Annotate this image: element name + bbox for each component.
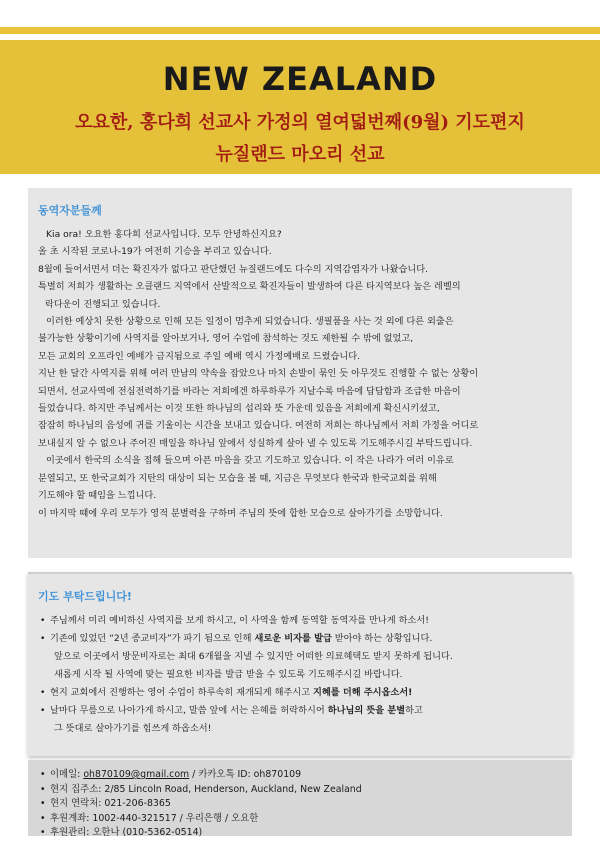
prayer-heading: 기도 부탁드립니다! bbox=[38, 590, 132, 603]
letter-line: 잠잠히 하나님의 음성에 귀를 기울이는 시간을 보내고 있습니다. 여전히 저희는 하나님께서 저희 가정을 어디로 bbox=[38, 420, 479, 432]
letter-line: 이러한 예상치 못한 상황으로 인해 모든 일정이 멈추게 되었습니다. 생필품을 사는 것 외에 다른 외출은 bbox=[46, 316, 454, 328]
prayer-request-section bbox=[28, 572, 572, 756]
prayer-item bbox=[38, 612, 562, 630]
letter-paragraph bbox=[38, 243, 562, 260]
bullet-icon: • bbox=[40, 798, 46, 810]
letter-line: 되면서, 선교사역에 전심전력하기를 바라는 저희에겐 하루하루가 지날수록 마음에 답답함과 조급한 마음이 bbox=[38, 385, 461, 397]
prayer-text: 앞으로 이곳에서 방문비자로는 최대 6개월을 지낼 수 있지만 어떠한 의료혜택도 받지 못하게 됩니다. bbox=[54, 651, 453, 662]
prayer-text: 그 뜻대로 살아가기를 힘쓰게 하옵소서! bbox=[54, 723, 212, 734]
bullet-icon: • bbox=[40, 783, 46, 795]
prayer-line bbox=[50, 612, 562, 630]
contact-list bbox=[38, 768, 562, 841]
letter-line: 불가능한 상황이기에 사역지를 알아보거나, 영어 수업에 참석하는 것도 제한될 수 밖에 없었고, bbox=[38, 333, 414, 345]
letter-paragraph bbox=[38, 452, 562, 504]
letter-section bbox=[28, 188, 572, 558]
letter-paragraph bbox=[38, 278, 562, 313]
letter-line: 기도해야 할 때임을 느낍니다. bbox=[38, 490, 157, 502]
bullet-icon: • bbox=[40, 687, 46, 698]
letter-paragraph bbox=[38, 505, 562, 522]
prayer-line bbox=[50, 702, 562, 720]
email-label: 이메일: bbox=[50, 769, 84, 780]
prayer-item bbox=[38, 684, 562, 702]
top-accent-stripe bbox=[0, 27, 600, 34]
prayer-list bbox=[38, 612, 562, 738]
prayer-emphasis: 지혜를 더해 주시옵소서! bbox=[313, 687, 413, 698]
letter-paragraph bbox=[38, 313, 562, 365]
letter-line: 분열되고, 또 한국교회가 지탄의 대상이 되는 모습을 볼 때, 지금은 무엇보다 한국과 한국교회를 위해 bbox=[38, 472, 437, 484]
letter-line: 모든 교회의 오프라인 예배가 금지됨으로 주일 예배 역시 가정예배로 드렸습니다. bbox=[38, 350, 361, 362]
letter-paragraph bbox=[38, 261, 562, 278]
letter-line: 8월에 들어서면서 더는 확진자가 없다고 판단했던 뉴질랜드에도 다수의 지역감염자가 나왔습니다. bbox=[38, 263, 429, 275]
page-title: NEW ZEALAND bbox=[162, 60, 438, 98]
address-text: 현지 집주소: 2/85 Lincoln Road, Henderson, Auckland, New Zealand bbox=[50, 783, 362, 795]
bullet-icon: • bbox=[40, 633, 46, 644]
letter-paragraph bbox=[38, 226, 562, 243]
prayer-line bbox=[50, 648, 562, 666]
letter-body bbox=[38, 226, 562, 522]
letter-line: Kia ora! 오요한 홍다희 선교사입니다. 모두 안녕하신지요? bbox=[46, 229, 282, 240]
contact-address-item bbox=[38, 783, 562, 798]
prayer-line bbox=[50, 630, 562, 648]
prayer-text: 받아야 하는 상황입니다. bbox=[331, 633, 433, 644]
letter-line: 이 마지막 때에 우리 모두가 영적 분별력을 구하며 주님의 뜻에 합한 모습으로 살아가기를 소망합니다. bbox=[38, 507, 443, 519]
prayer-emphasis: 새로운 비자를 발급 bbox=[254, 633, 332, 644]
bullet-icon: • bbox=[40, 769, 46, 780]
prayer-text: 날마다 무릎으로 나아가게 하시고, 말씀 앞에 서는 은혜를 허락하시어 bbox=[50, 705, 328, 716]
prayer-emphasis: 하나님의 뜻을 분별 bbox=[327, 705, 406, 716]
manager-text: 후원관리: 오한나 (010-5362-0514) bbox=[50, 827, 203, 839]
prayer-line bbox=[50, 684, 562, 702]
prayer-text: 현지 교회에서 진행하는 영어 수업이 하루속히 재개되게 해주시고 bbox=[50, 687, 313, 698]
letter-line: 지난 한 달간 사역지를 위해 여러 만남의 약속을 잡았으나 마치 손발이 묶인 듯 아무것도 진행할 수 없는 상황이 bbox=[38, 368, 479, 380]
prayer-text: 새롭게 시작 될 사역에 맞는 필요한 비자를 발급 받을 수 있도록 기도해주시길 바랍니다. bbox=[54, 669, 403, 680]
letter-line: 보내실지 알 수 없으나 주어진 매일을 하나님 앞에서 성실하게 살아 낼 수 있도록 기도해주시길 부탁드립니다. bbox=[38, 437, 473, 449]
mission-subtitle: 뉴질랜드 마오리 선교 bbox=[215, 144, 385, 165]
phone-text: 현지 연락처: 021-206-8365 bbox=[50, 798, 171, 810]
letter-line: 이곳에서 한국의 소식을 접해 들으며 아픈 마음을 갖고 기도하고 있습니다. 이 작은 나라가 여러 이유로 bbox=[46, 455, 454, 467]
prayer-text: 하고 bbox=[405, 705, 423, 716]
bullet-icon: • bbox=[40, 705, 46, 716]
contact-section bbox=[28, 760, 572, 839]
letter-line: 올 초 시작된 코로나-19가 여전히 기승을 부리고 있습니다. bbox=[38, 246, 272, 258]
contact-email-item bbox=[38, 768, 562, 783]
prayer-text: 주님께서 미리 예비하신 사역지를 보게 하시고, 이 사역을 함께 동역할 동역자를 만나게 하소서! bbox=[50, 615, 429, 626]
contact-account-item bbox=[38, 812, 562, 827]
prayer-item bbox=[38, 630, 562, 684]
prayer-item bbox=[38, 702, 562, 738]
contact-manager-item bbox=[38, 826, 562, 841]
letter-subtitle: 오요한, 홍다희 선교사 가정의 열여덟번째(9월) 기도편지 bbox=[75, 112, 525, 133]
bullet-icon: • bbox=[40, 812, 46, 824]
bullet-icon: • bbox=[40, 827, 46, 839]
bullet-icon: • bbox=[40, 615, 46, 626]
letter-line: 특별히 저희가 생활하는 오클랜드 지역에서 산발적으로 확진자들이 발생하여 다른 타지역보다 높은 레벨의 bbox=[38, 281, 461, 293]
prayer-line bbox=[50, 720, 562, 738]
account-text: 후원계좌: 1002-440-321517 / 우리은행 / 오요한 bbox=[50, 812, 259, 824]
letter-line: 락다운이 진행되고 있습니다. bbox=[45, 298, 161, 310]
letter-heading: 동역자분들께 bbox=[38, 204, 102, 217]
prayer-text: 기존에 있었던 “2년 종교비자”가 파기 됨으로 인해 bbox=[50, 633, 255, 644]
header-banner bbox=[0, 40, 600, 174]
kakao-id: / 카카오톡 ID: oh870109 bbox=[189, 769, 302, 780]
prayer-line bbox=[50, 666, 562, 684]
letter-line: 들었습니다. 하지만 주님께서는 이것 또한 하나님의 섭리와 뜻 가운데 있음을 저희에게 확신시키셨고, bbox=[38, 403, 440, 415]
contact-phone-item bbox=[38, 797, 562, 812]
letter-paragraph bbox=[38, 365, 562, 452]
email-link[interactable]: oh870109@gmail.com bbox=[83, 769, 190, 780]
